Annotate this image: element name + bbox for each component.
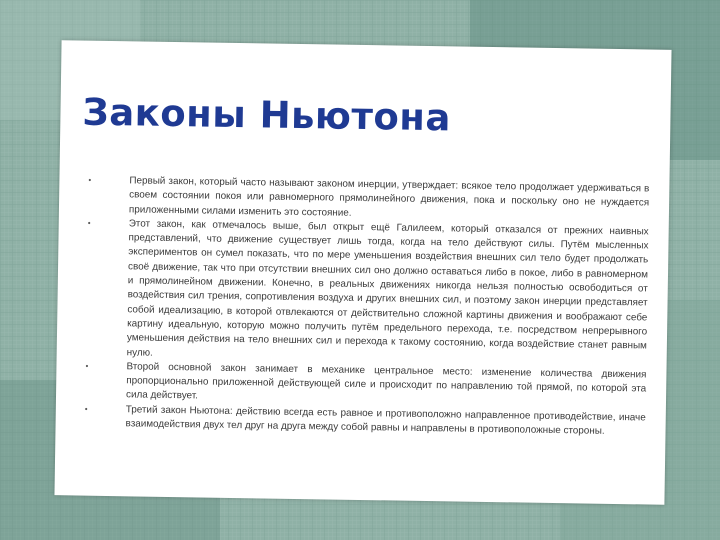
bullet-list xyxy=(75,174,649,440)
list-item-text: Второй основной закон занимает в механике центральное место: изменение количества движения пропорционально приложенной действующей силе и происходит по направлению той прямой, по которой эта сила действует. xyxy=(125,361,647,402)
list-item xyxy=(77,216,649,368)
slide-card xyxy=(54,40,671,505)
list-item-text: Первый закон, который часто называют законом инерции, утверждает: всякое тело продолжает удерживаться в своем состоянии покоя или равномерного прямолинейного движения, пока и поскольку оно не нуждается приложенными силами изменить это состояние. xyxy=(128,175,650,219)
list-item-text: Этот закон, как отмечалось выше, был открыт ещё Галилеем, который отказался от прежних наивных представлений, что движение существует лишь тогда, когда на тело действуют силы. Путём мысленных экспериментов он сумел показать, что по мере уменьшения воздействия внешних сил тело будет продолжать своё движение, так что при отсутствии внешних сил оно должно оставаться либо в покое, либо в равномерном и прямолинейном движении. Конечно, в реальных движениях никогда нельзя полностью освободиться от воздействия сил трения, сопротивления воздуха и других внешних сил, и поэтому закон инерции представляет собой идеализацию, в которой отвлекаются от действительно сложной картины движения и воображают себе картину идеальную, которую можно получить путём предельного перехода, т.е. посредством непрерывного уменьшения действия на тело внешних сил и перехода к такому состоянию, когда воздействие станет равным нулю. xyxy=(126,218,649,359)
bullet-icon: • xyxy=(88,175,92,185)
slide-title: Законы Ньютона xyxy=(82,90,452,140)
bullet-icon: • xyxy=(87,218,91,228)
bullet-icon: • xyxy=(84,404,88,414)
list-item-text: Третий закон Ньютона: действию всегда есть равное и противоположно направленное противодействие, иначе взаимодействия двух тел друг на друга между собой равны и направлены в противоположные стороны. xyxy=(125,404,646,437)
bullet-icon: • xyxy=(85,361,89,371)
